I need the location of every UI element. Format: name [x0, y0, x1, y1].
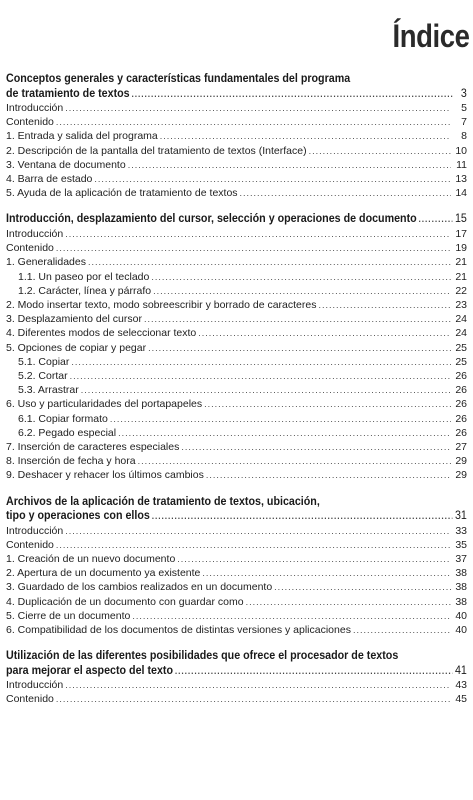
toc-entry-label: 3. Desplazamiento del cursor	[6, 313, 142, 326]
toc-entry-page-number: 7	[461, 116, 467, 129]
toc-entry-label: 6.2. Pegado especial	[18, 426, 117, 439]
toc-entry	[6, 524, 467, 538]
toc-entry-label: Contenido	[6, 693, 54, 706]
toc-entry-label: 6.1. Copiar formato	[18, 412, 108, 425]
toc-entry	[6, 241, 467, 255]
toc-entry	[6, 678, 467, 692]
dot-leader	[131, 87, 452, 102]
toc-entry-page-number: 26	[455, 426, 467, 439]
section-page-number: 41	[454, 664, 467, 677]
toc-entry-label: 2. Modo insertar texto, modo sobreescribir y borrado de caracteres	[6, 298, 317, 311]
toc-entry-label: 8. Inserción de fecha y hora	[6, 455, 136, 468]
section-heading	[6, 649, 467, 678]
section-page-number: 31	[454, 510, 467, 523]
dot-leader	[148, 341, 451, 355]
toc-entry-page-number: 25	[455, 355, 467, 368]
toc-entry-label: 5.1. Copiar	[18, 355, 70, 368]
toc-entry	[6, 566, 467, 580]
dot-leader	[175, 664, 452, 679]
toc-entry-page-number: 29	[455, 455, 467, 468]
toc-entry-page-number: 8	[461, 130, 467, 143]
dot-leader	[65, 678, 451, 692]
dot-leader	[160, 129, 451, 143]
toc-entry-page-number: 43	[455, 679, 467, 692]
toc-entry	[6, 284, 467, 298]
toc-entry-label: 2. Descripción de la pantalla del tratamiento de textos (Interface)	[6, 144, 307, 157]
dot-leader	[246, 595, 451, 609]
toc-entry-page-number: 23	[455, 298, 467, 311]
section-page-number: 15	[454, 213, 467, 226]
dot-leader	[151, 270, 451, 284]
toc-entry-label: 2. Apertura de un documento ya existente	[6, 567, 201, 580]
dot-leader	[56, 538, 451, 552]
dot-leader	[71, 355, 451, 369]
dot-leader	[56, 115, 451, 129]
table-of-contents	[6, 72, 467, 719]
toc-entry-page-number: 45	[455, 693, 467, 706]
toc-entry-page-number: 14	[455, 187, 467, 200]
toc-section	[6, 72, 467, 200]
toc-entry-label: 1.1. Un paseo por el teclado	[18, 270, 150, 283]
toc-entry	[6, 609, 467, 623]
toc-entry	[6, 623, 467, 637]
toc-entry-page-number: 21	[455, 270, 467, 283]
toc-entry-label: 5. Cierre de un documento	[6, 609, 131, 622]
toc-entry-label: 3. Guardado de los cambios realizados en un documento	[6, 581, 273, 594]
section-heading	[6, 495, 467, 524]
toc-entry-page-number: 37	[455, 552, 467, 565]
toc-entry	[6, 172, 467, 186]
dot-leader	[240, 186, 451, 200]
toc-entry	[6, 468, 467, 482]
dot-leader	[274, 580, 451, 594]
dot-leader	[65, 524, 451, 538]
toc-entry	[6, 129, 467, 143]
toc-section	[6, 649, 467, 706]
toc-entry-page-number: 33	[455, 524, 467, 537]
toc-entry	[6, 312, 467, 326]
toc-entry	[6, 692, 467, 706]
toc-entry-page-number: 17	[455, 227, 467, 240]
toc-entry-page-number: 26	[455, 384, 467, 397]
section-heading-text: Conceptos generales y características fundamentales del programa	[6, 73, 351, 85]
dot-leader	[152, 509, 452, 524]
toc-entry-page-number: 38	[455, 581, 467, 594]
toc-entry	[6, 538, 467, 552]
toc-section	[6, 495, 467, 638]
toc-entry-label: 6. Compatibilidad de los documentos de distintas versiones y aplicaciones	[6, 624, 351, 636]
dot-leader	[118, 426, 451, 440]
toc-entry-label: 4. Duplicación de un documento con guardar como	[6, 595, 244, 608]
dot-leader	[318, 298, 451, 312]
toc-entry-label: 3. Ventana de documento	[6, 158, 126, 171]
dot-leader	[65, 227, 451, 241]
dot-leader	[153, 284, 451, 298]
toc-entry	[6, 369, 467, 383]
dot-leader	[88, 255, 451, 269]
dot-leader	[309, 144, 451, 158]
toc-entry-label: Introducción	[6, 227, 64, 240]
toc-entry-label: 1. Generalidades	[6, 256, 86, 269]
toc-entry-page-number: 35	[455, 538, 467, 551]
toc-entry-page-number: 19	[455, 242, 467, 255]
toc-entry	[6, 383, 467, 397]
dot-leader	[353, 623, 451, 637]
toc-entry	[6, 101, 467, 115]
toc-entry	[6, 454, 467, 468]
dot-leader	[206, 468, 451, 482]
toc-entry-label: Introducción	[6, 679, 64, 692]
toc-entry	[6, 426, 467, 440]
toc-entry-label: 5. Opciones de copiar y pegar	[6, 341, 147, 354]
toc-entry	[6, 412, 467, 426]
toc-entry	[6, 552, 467, 566]
dot-leader	[177, 552, 451, 566]
section-heading-text: para mejorar el aspecto del texto	[6, 664, 174, 677]
section-heading-text: Utilización de las diferentes posibilidades que ofrece el procesador de textos	[6, 650, 399, 663]
toc-entry	[6, 227, 467, 241]
section-heading	[6, 72, 467, 101]
dot-leader	[202, 566, 451, 580]
toc-entry-page-number: 10	[455, 144, 467, 157]
toc-entry-page-number: 13	[455, 173, 467, 186]
toc-entry-label: 6. Uso y particularidades del portapapeles	[6, 398, 203, 411]
section-page-number: 3	[460, 87, 467, 100]
section-heading-text: Archivos de la aplicación de tratamiento de textos, ubicación,	[6, 495, 320, 508]
toc-entry	[6, 158, 467, 172]
dot-leader	[56, 241, 451, 255]
toc-entry-label: 4. Barra de estado	[6, 173, 93, 186]
toc-entry-label: 1.2. Carácter, línea y párrafo	[18, 284, 152, 297]
toc-entry-label: 1. Creación de un nuevo documento	[6, 552, 176, 565]
toc-entry-label: 9. Deshacer y rehacer los últimos cambios	[6, 469, 204, 482]
toc-entry	[6, 115, 467, 129]
dot-leader	[56, 692, 451, 706]
toc-entry-page-number: 5	[461, 102, 467, 114]
dot-leader	[94, 172, 451, 186]
toc-section	[6, 212, 467, 482]
dot-leader	[204, 397, 451, 411]
toc-entry-page-number: 40	[455, 624, 467, 636]
dot-leader	[70, 369, 451, 383]
toc-entry	[6, 355, 467, 369]
toc-entry-page-number: 24	[455, 313, 467, 326]
toc-entry	[6, 440, 467, 454]
toc-entry-label: 1. Entrada y salida del programa	[6, 130, 158, 143]
section-heading-text: tipo y operaciones con ellos	[6, 510, 150, 523]
toc-entry-label: 7. Inserción de caracteres especiales	[6, 440, 180, 453]
toc-entry-page-number: 11	[456, 158, 467, 171]
dot-leader	[138, 454, 451, 468]
toc-entry-page-number: 38	[455, 567, 467, 580]
toc-entry-page-number: 40	[455, 609, 467, 622]
toc-entry-label: Contenido	[6, 116, 54, 129]
toc-entry	[6, 595, 467, 609]
toc-entry-label: 4. Diferentes modos de seleccionar texto	[6, 327, 197, 340]
toc-entry	[6, 186, 467, 200]
dot-leader	[81, 383, 451, 397]
toc-entry-page-number: 24	[455, 327, 467, 340]
toc-entry	[6, 255, 467, 269]
toc-entry	[6, 144, 467, 158]
toc-entry-label: 5.2. Cortar	[18, 369, 68, 382]
toc-entry-page-number: 21	[455, 256, 467, 269]
toc-entry-page-number: 27	[455, 440, 467, 453]
dot-leader	[132, 609, 451, 623]
toc-entry	[6, 326, 467, 340]
toc-entry-page-number: 38	[455, 595, 467, 608]
toc-entry	[6, 341, 467, 355]
page-title: Índice	[392, 18, 469, 54]
toc-entry-label: Introducción	[6, 524, 64, 537]
toc-entry-page-number: 25	[455, 341, 467, 354]
toc-entry-page-number: 26	[455, 398, 467, 411]
toc-entry	[6, 298, 467, 312]
toc-entry-label: 5. Ayuda de la aplicación de tratamiento de textos	[6, 187, 238, 200]
toc-entry	[6, 270, 467, 284]
toc-entry-page-number: 26	[455, 412, 467, 425]
toc-entry	[6, 397, 467, 411]
toc-entry	[6, 580, 467, 594]
dot-leader	[198, 326, 451, 340]
dot-leader	[144, 312, 451, 326]
toc-entry-page-number: 29	[455, 469, 467, 482]
toc-entry-label: Contenido	[6, 242, 54, 255]
toc-entry-label: 5.3. Arrastrar	[18, 384, 79, 397]
dot-leader	[128, 158, 451, 172]
section-heading	[6, 212, 467, 227]
dot-leader	[419, 212, 452, 227]
section-heading-text: Introducción, desplazamiento del cursor, selección y operaciones de documento	[6, 213, 417, 226]
toc-entry-page-number: 22	[455, 284, 467, 297]
toc-entry-label: Introducción	[6, 102, 64, 114]
dot-leader	[181, 440, 451, 454]
dot-leader	[65, 101, 451, 115]
section-heading-text: de tratamiento de textos	[6, 87, 130, 100]
toc-entry-label: Contenido	[6, 538, 54, 551]
toc-entry-page-number: 26	[455, 369, 467, 382]
dot-leader	[110, 412, 451, 426]
